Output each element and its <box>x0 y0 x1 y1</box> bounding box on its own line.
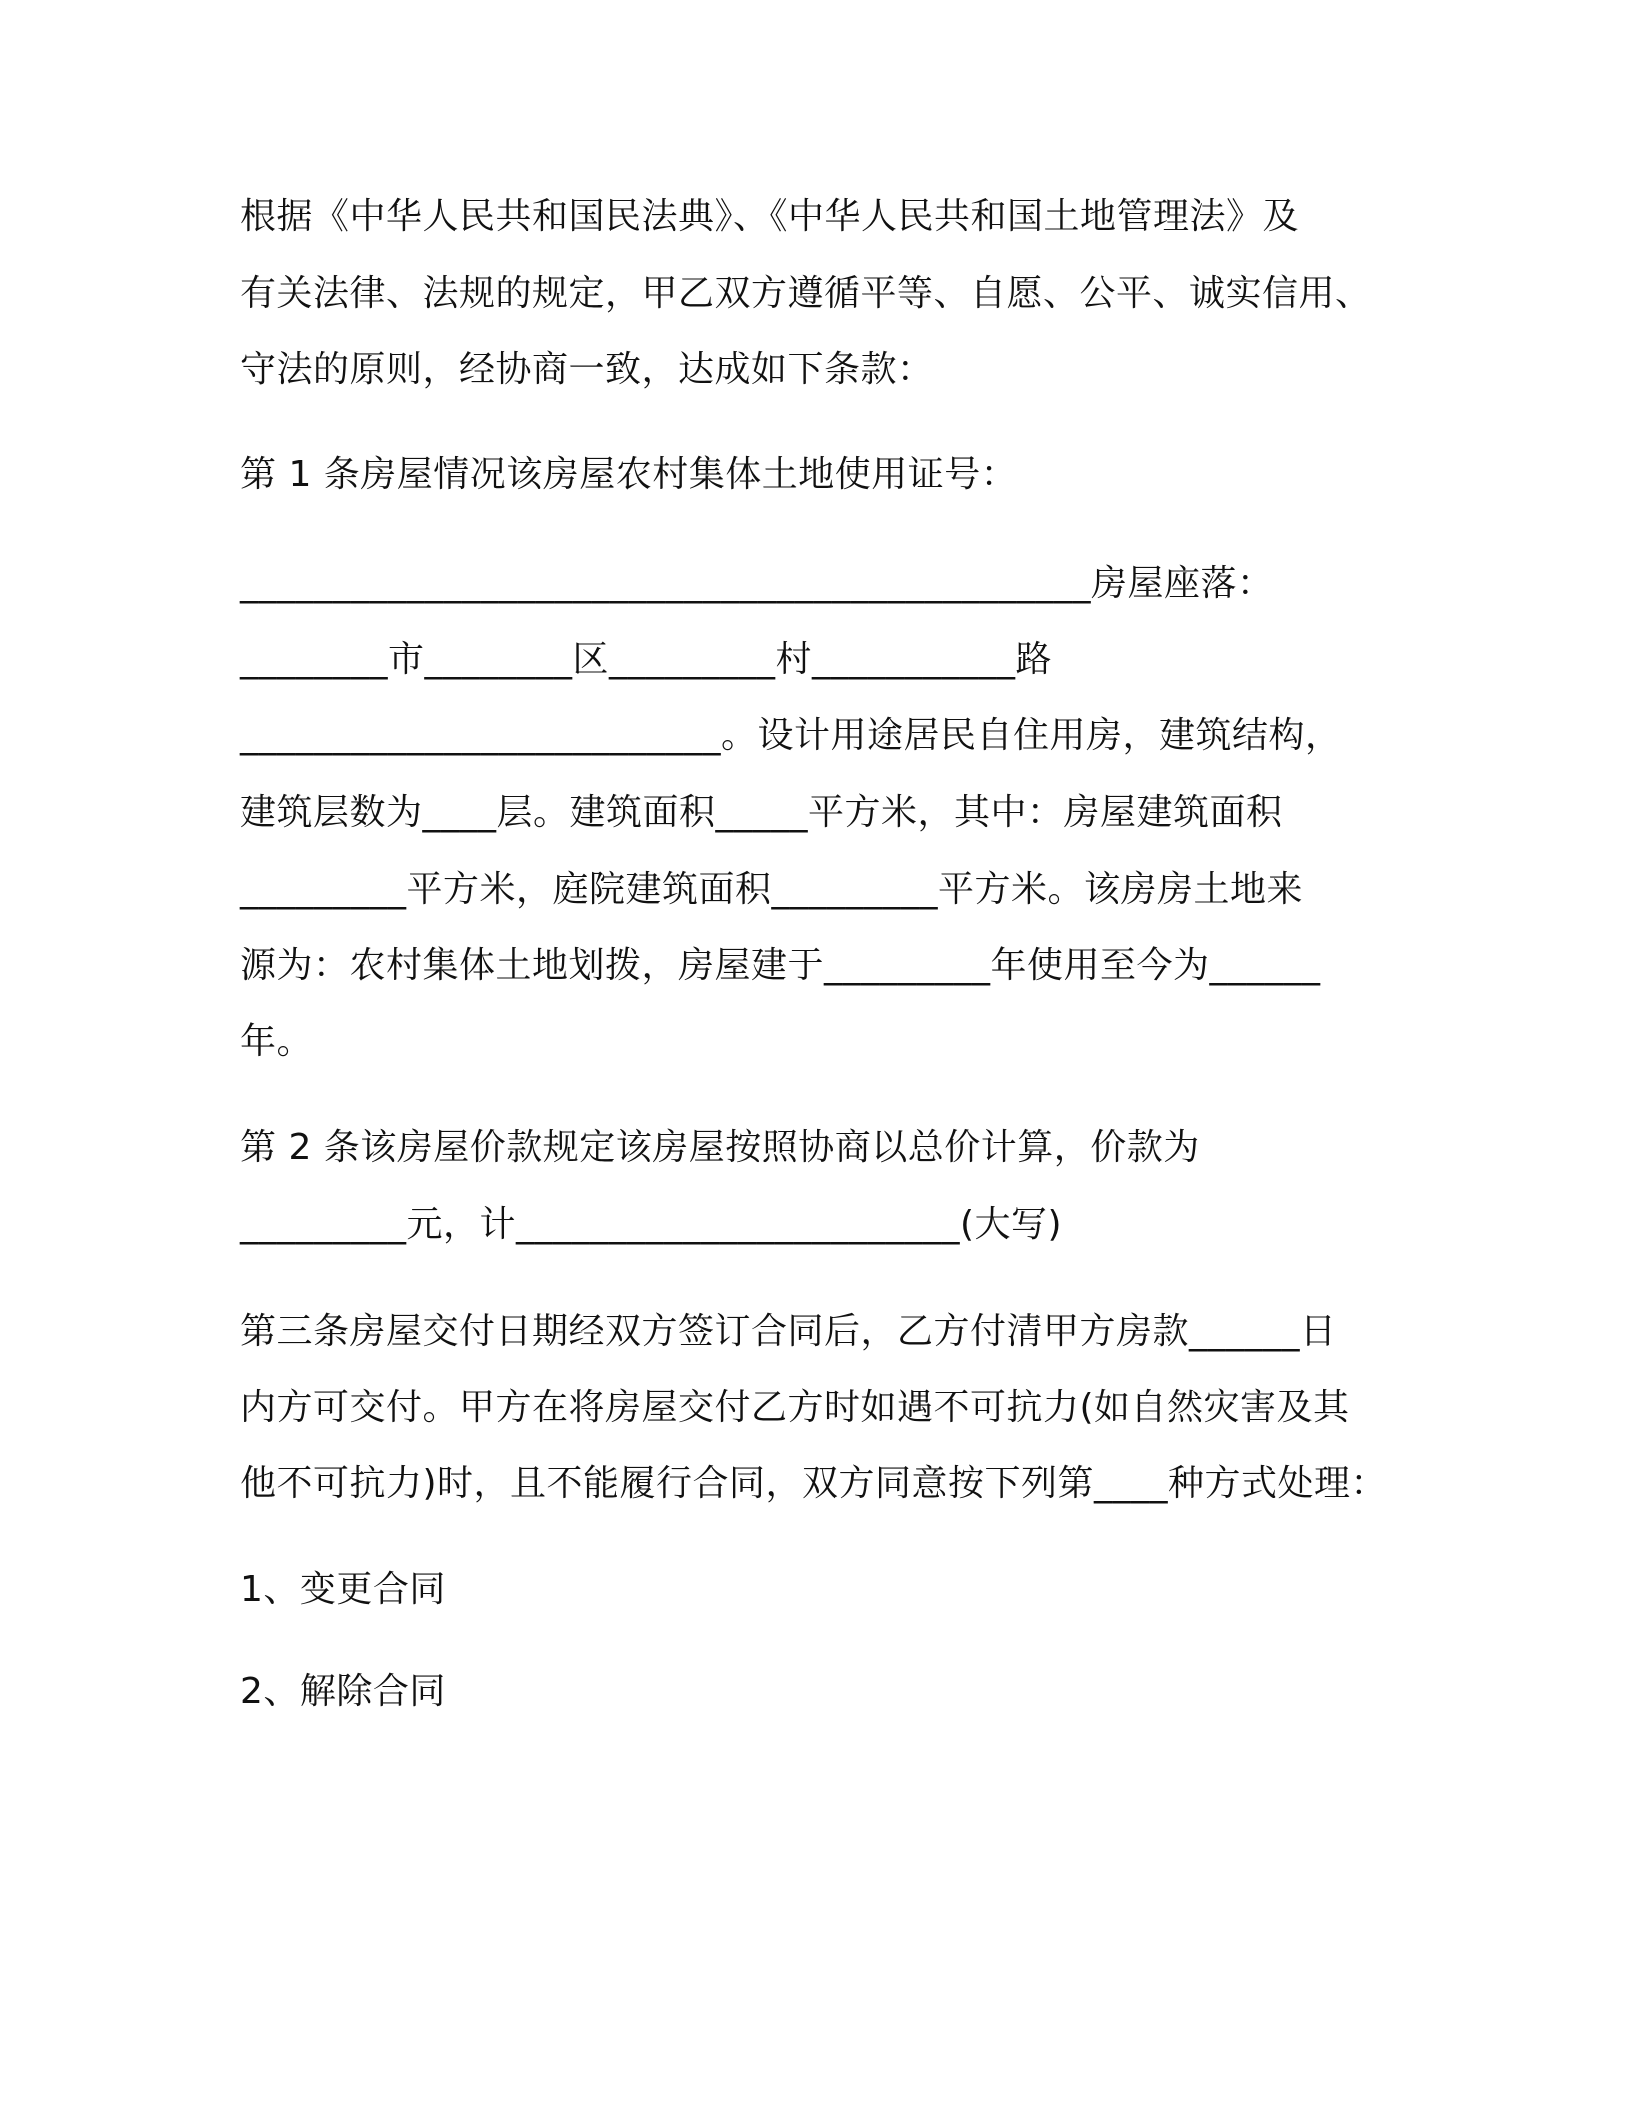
article-1-line-3: __________________________。设计用途居民自住用房，建筑结构， <box>240 715 1342 756</box>
article-2-line-2: _________元，计________________________(大写) <box>240 1204 1063 1245</box>
article-1-line-2: ________市________区_________村___________路 <box>240 639 1052 680</box>
article-1-line-4: 建筑层数为____层。建筑面积_____平方米，其中：房屋建筑面积 <box>240 792 1283 833</box>
article-2-line-1: 第 2 条该房屋价款规定该房屋按照协商以总价计算，价款为 <box>240 1127 1200 1168</box>
option-1: 1、变更合同 <box>240 1569 446 1610</box>
article-3-line-2: 内方可交付。甲方在将房屋交付乙方时如遇不可抗力(如自然灾害及其 <box>240 1387 1350 1428</box>
article-1-heading: 第 1 条房屋情况该房屋农村集体土地使用证号： <box>240 454 1018 495</box>
article-3-line-3: 他不可抗力)时，且不能履行合同，双方同意按下列第____种方式处理： <box>240 1463 1388 1504</box>
option-2: 2、解除合同 <box>240 1671 446 1712</box>
article-1-line-5: _________平方米，庭院建筑面积_________平方米。该房房土地来 <box>240 869 1304 910</box>
paragraph-intro-line-3: 守法的原则，经协商一致，达成如下条款： <box>240 349 934 390</box>
article-1-line-1: ______________________________________________房屋座落： <box>240 563 1274 604</box>
article-1-line-7: 年。 <box>240 1021 314 1062</box>
paragraph-intro-line-2: 有关法律、法规的规定，甲乙双方遵循平等、自愿、公平、诚实信用、 <box>240 273 1372 314</box>
article-1-line-6: 源为：农村集体土地划拨，房屋建于_________年使用至今为______ <box>240 945 1321 986</box>
article-3-line-1: 第三条房屋交付日期经双方签订合同后，乙方付清甲方房款______日 <box>240 1311 1337 1352</box>
paragraph-intro-line-1: 根据《中华人民共和国民法典》、《中华人民共和国土地管理法》及 <box>240 196 1300 237</box>
